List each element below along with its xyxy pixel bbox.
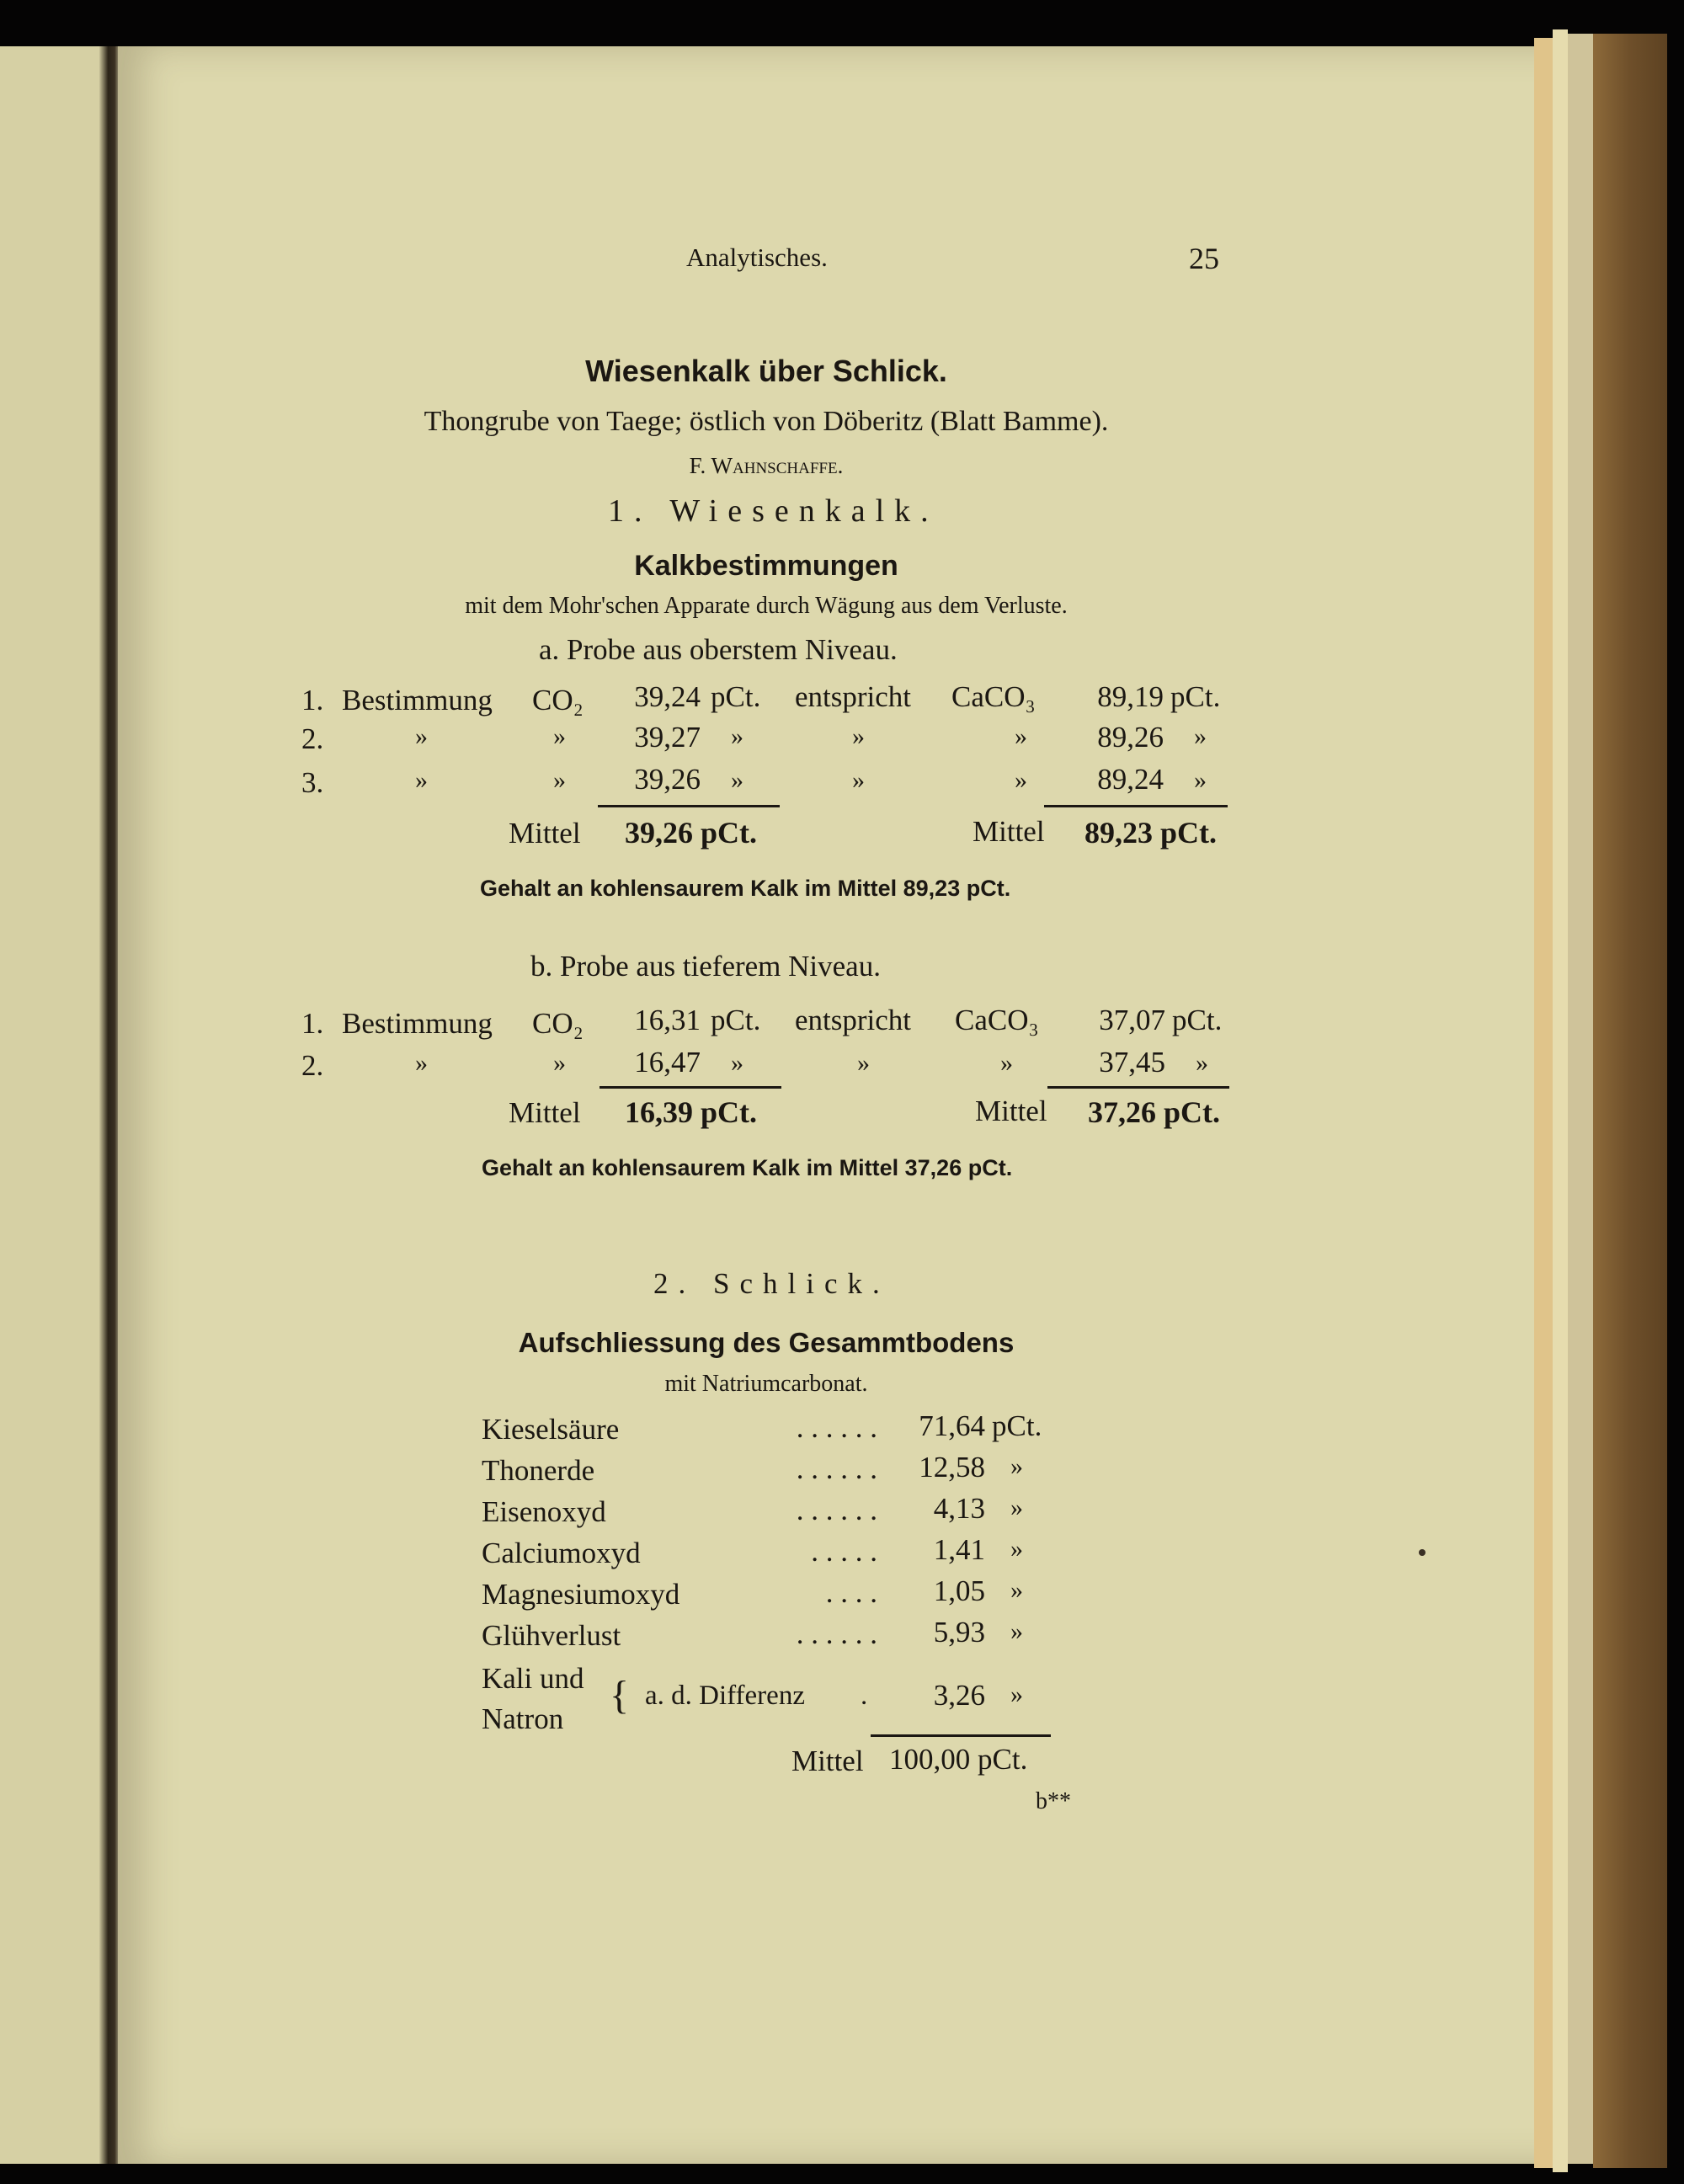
row-name: Bestimmung [342, 684, 493, 716]
mean-label: Mittel [973, 815, 1045, 848]
total-value: 100,00 pCt. [889, 1743, 1028, 1776]
co2-value: 39,27 [634, 721, 701, 754]
ditto-mark: » [852, 766, 865, 794]
row-number: 2. [301, 722, 324, 755]
component-unit: » [1010, 1576, 1023, 1604]
caco3-value: 37,45 [1099, 1046, 1165, 1079]
caco3-value: 89,26 [1097, 721, 1164, 754]
ditto-mark: » [553, 722, 566, 750]
location-line: Thongrube von Taege; östlich von Döberitz (Blatt Bamme). [424, 406, 1109, 437]
caco3-value: 89,19 [1097, 680, 1164, 713]
component-unit: » [1010, 1535, 1023, 1563]
left-page-edge [0, 46, 108, 2164]
component-name: Glühverlust [482, 1619, 621, 1652]
ditto-mark: » [553, 766, 566, 794]
mean-label: Mittel [509, 817, 581, 850]
author-line: F. Wahnschaffe. [689, 453, 844, 478]
page-edges [1534, 38, 1553, 2168]
sum-rule [1044, 805, 1228, 807]
co2-unit: pCt. [711, 680, 761, 713]
ditto-mark: » [731, 1049, 743, 1077]
component-value: 1,05 [933, 1574, 985, 1607]
ditto-mark: » [731, 722, 743, 750]
total-label: Mittel [791, 1745, 864, 1777]
book-cover [1593, 34, 1667, 2168]
row-number: 2. [301, 1049, 324, 1082]
page-number: 25 [1189, 242, 1219, 275]
sum-rule [598, 805, 780, 807]
row-name: Bestimmung [342, 1007, 493, 1040]
caco3-unit: pCt. [1170, 680, 1221, 713]
natron-label: Natron [482, 1702, 564, 1735]
ditto-mark: » [1015, 766, 1027, 794]
leader-dots: . . . . . . [796, 1452, 877, 1485]
section-heading-schlick: 2. Schlick. [653, 1267, 890, 1300]
component-name: Kieselsäure [482, 1413, 620, 1446]
page-title: Wiesenkalk über Schlick. [585, 354, 947, 388]
section-heading-wiesenkalk: 1. Wiesenkalk. [608, 493, 939, 529]
co2-label: CO₂ [532, 1007, 584, 1040]
ditto-mark: » [415, 1049, 428, 1077]
component-unit: » [1010, 1452, 1023, 1480]
component-value: 4,13 [933, 1492, 985, 1525]
summary-line: Gehalt an kohlensaurem Kalk im Mittel 89,23 pCt. [480, 876, 1011, 901]
ditto-mark: » [415, 722, 428, 750]
ditto-mark: » [1194, 766, 1207, 794]
component-value: 1,41 [933, 1533, 985, 1566]
leader-dots: . . . . . [811, 1535, 877, 1568]
component-value: 71,64 [919, 1409, 985, 1442]
component-name: Magnesiumoxyd [482, 1578, 680, 1611]
mean-caco3-value: 89,23 pCt. [1084, 816, 1218, 850]
mean-caco3-value: 37,26 pCt. [1088, 1095, 1221, 1129]
component-value: 5,93 [933, 1616, 985, 1649]
co2-label: CO₂ [532, 684, 584, 716]
entspricht-word: entspricht [795, 680, 912, 713]
component-unit: » [1010, 1494, 1023, 1521]
co2-value: 16,47 [634, 1046, 701, 1079]
co2-value: 16,31 [634, 1004, 701, 1036]
component-unit: pCt. [992, 1409, 1042, 1442]
sum-rule [600, 1086, 781, 1089]
ditto-mark: » [1000, 1049, 1013, 1077]
entspricht-word: entspricht [795, 1004, 912, 1036]
sample-a-label: a. Probe aus oberstem Niveau. [539, 633, 898, 666]
component-value: 3,26 [933, 1679, 985, 1712]
caco3-label: CaCO₃ [955, 1004, 1039, 1036]
leader-dot: . [861, 1681, 868, 1711]
co2-unit: pCt. [711, 1004, 761, 1036]
component-name: Thonerde [482, 1454, 595, 1487]
sample-b-label: b. Probe aus tieferem Niveau. [530, 950, 881, 983]
caco3-value: 37,07 [1099, 1004, 1165, 1036]
caco3-unit: pCt. [1172, 1004, 1223, 1036]
signature-mark: b** [1036, 1788, 1071, 1814]
leader-dots: . . . . . . [796, 1617, 877, 1650]
component-name: Calciumoxyd [482, 1537, 641, 1569]
mean-co2-value: 39,26 pCt. [625, 816, 758, 850]
subheading-aufschliessung: Aufschliessung des Gesammtbodens [518, 1327, 1015, 1358]
ditto-mark: » [731, 766, 743, 794]
caco3-value: 89,24 [1097, 763, 1164, 796]
component-unit: » [1010, 1617, 1023, 1645]
subheading-kalkbestimmungen: Kalkbestimmungen [634, 550, 898, 582]
summary-line: Gehalt an kohlensaurem Kalk im Mittel 37,26 pCt. [482, 1155, 1013, 1180]
caco3-label: CaCO₃ [951, 680, 1036, 713]
row-number: 1. [301, 684, 324, 716]
method-line: mit dem Mohr'schen Apparate durch Wägung aus dem Verluste. [465, 593, 1068, 619]
ditto-mark: » [553, 1049, 566, 1077]
ditto-mark: » [852, 722, 865, 750]
leader-dots: . . . . [825, 1576, 877, 1609]
page-edges [1568, 34, 1593, 2164]
component-unit: » [1010, 1681, 1023, 1708]
component-name: Eisenoxyd [482, 1495, 606, 1528]
paper-speck [1419, 1549, 1426, 1556]
sum-rule [871, 1734, 1051, 1737]
leader-dots: . . . . . . [796, 1411, 877, 1444]
ditto-mark: » [415, 766, 428, 794]
running-title: Analytisches. [686, 242, 828, 272]
ditto-mark: » [1015, 722, 1027, 750]
sum-rule [1047, 1086, 1229, 1089]
mean-co2-value: 16,39 pCt. [625, 1095, 758, 1129]
page-edges [1553, 29, 1568, 2172]
row-number: 1. [301, 1007, 324, 1040]
kali-label: Kali und [482, 1662, 584, 1695]
mean-label: Mittel [975, 1095, 1047, 1127]
ditto-mark: » [857, 1049, 870, 1077]
mean-label: Mittel [509, 1096, 581, 1129]
component-value: 12,58 [919, 1451, 985, 1484]
co2-value: 39,24 [634, 680, 701, 713]
brace-symbol: { [610, 1673, 630, 1718]
differenz-note: a. d. Differenz [645, 1681, 805, 1711]
ditto-mark: » [1194, 722, 1207, 750]
co2-value: 39,26 [634, 763, 701, 796]
row-number: 3. [301, 766, 324, 799]
method-line: mit Natriumcarbonat. [664, 1371, 868, 1397]
ditto-mark: » [1196, 1049, 1208, 1077]
leader-dots: . . . . . . [796, 1494, 877, 1526]
